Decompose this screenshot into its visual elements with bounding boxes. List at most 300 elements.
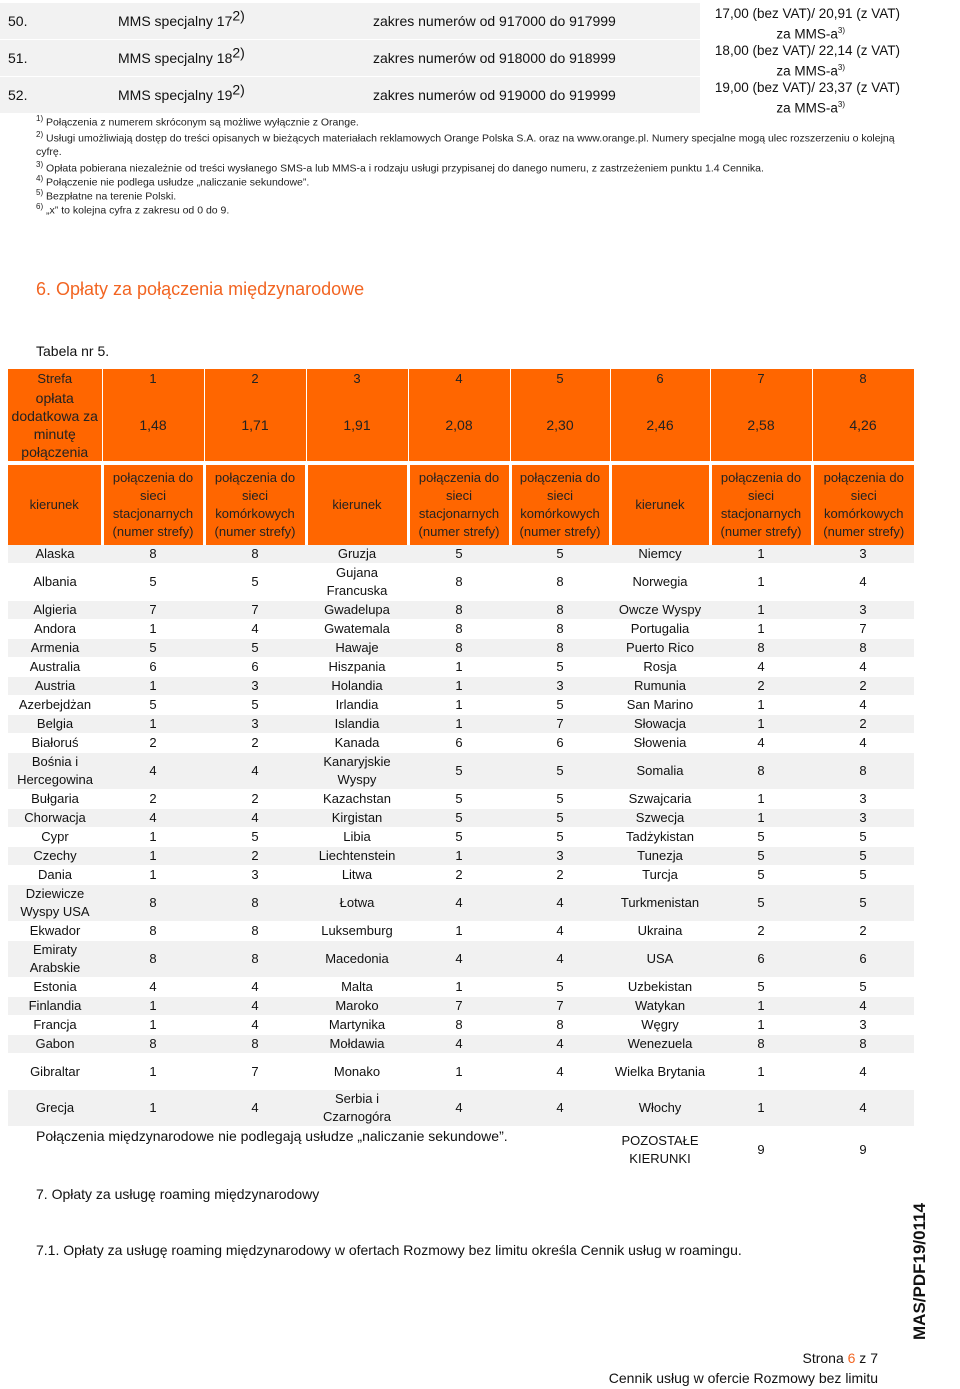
table-row [8, 997, 914, 1016]
country-cell: Litwa [306, 866, 408, 885]
mobile-zone-cell: 8 [204, 1035, 306, 1054]
table-row [8, 941, 914, 978]
country-cell: Wielka Brytania [610, 1054, 710, 1090]
landline-zone-cell: 1 [408, 677, 510, 696]
country-cell: Belgia [8, 715, 102, 734]
landline-zone-cell: 1 [710, 715, 812, 734]
zone-number: 7 [710, 369, 812, 389]
mobile-zone-cell: 4 [510, 1090, 610, 1127]
fee-row [8, 389, 914, 461]
landline-zone-cell: 1 [408, 978, 510, 997]
landline-zone-cell: 5 [408, 828, 510, 847]
landline-zone-cell: 1 [102, 677, 204, 696]
mobile-zone-cell: 5 [510, 809, 610, 828]
country-cell: Dziewicze Wyspy USA [8, 885, 102, 922]
table-row [8, 1090, 914, 1127]
footnote: $^{5)}$ Bezpłatne na terenie Polski. [36, 188, 177, 203]
landline-zone-cell: 5 [102, 639, 204, 658]
country-cell: Białoruś [8, 734, 102, 753]
country-cell: Kirgistan [306, 809, 408, 828]
mobile-zone-cell [510, 1127, 610, 1173]
table-row [8, 564, 914, 601]
mobile-zone-cell: 4 [812, 1090, 914, 1127]
country-cell: Alaska [8, 545, 102, 564]
country-cell: Holandia [306, 677, 408, 696]
mobile-zone-cell: 8 [812, 1035, 914, 1054]
country-cell: Gruzja [306, 545, 408, 564]
country-cell: Martynika [306, 1016, 408, 1035]
landline-zone-cell: 4 [710, 734, 812, 753]
landline-zone-cell: 7 [102, 601, 204, 620]
table-row [8, 885, 914, 922]
footnote: $^{4)}$ Połączenie nie podlega usłudze „naliczanie sekundowe”. [36, 174, 310, 189]
landline-zone-cell: 8 [102, 1035, 204, 1054]
mms-row [0, 77, 700, 113]
country-cell: Gwatemala [306, 620, 408, 639]
mobile-zone-cell: 8 [812, 753, 914, 790]
landline-zone-cell: 1 [102, 1054, 204, 1090]
country-cell: Bośnia i Hercegowina [8, 753, 102, 790]
mobile-zone-cell: 5 [510, 545, 610, 564]
mobile-zone-cell: 5 [510, 753, 610, 790]
landline-zone-cell: 6 [102, 658, 204, 677]
landline-zone-cell: 2 [408, 866, 510, 885]
country-cell: Luksemburg [306, 922, 408, 941]
landline-zone-cell: 9 [710, 1127, 812, 1173]
country-cell: Tunezja [610, 847, 710, 866]
mobile-zone-cell: 4 [812, 696, 914, 715]
table-row [8, 828, 914, 847]
country-cell: Chorwacja [8, 809, 102, 828]
landline-zone-cell: 1 [102, 997, 204, 1016]
country-cell: Serbia i Czarnogóra [306, 1090, 408, 1127]
landline-zone-cell: 4 [408, 941, 510, 978]
mobile-zone-cell: 2 [812, 922, 914, 941]
landline-zone-cell: 1 [710, 696, 812, 715]
landline-zone-cell: 5 [408, 790, 510, 809]
country-cell: Austria [8, 677, 102, 696]
mobile-zone-cell: 2 [204, 847, 306, 866]
country-cell: Australia [8, 658, 102, 677]
mobile-zone-cell: 3 [812, 1016, 914, 1035]
mobile-zone-cell: 4 [204, 1090, 306, 1127]
mobile-zone-cell: 5 [510, 828, 610, 847]
landline-zone-cell: 5 [408, 545, 510, 564]
mobile-zone-cell: 2 [204, 734, 306, 753]
mobile-zone-cell: 5 [812, 978, 914, 997]
table-row [8, 1016, 914, 1035]
country-cell: Bułgaria [8, 790, 102, 809]
country-cell: Wenezuela [610, 1035, 710, 1054]
country-cell: Azerbejdżan [8, 696, 102, 715]
table-row [8, 1035, 914, 1054]
mobile-zone-cell: 7 [204, 601, 306, 620]
mobile-zone-cell: 4 [812, 997, 914, 1016]
landline-zone-cell: 5 [710, 885, 812, 922]
mms-row [0, 3, 700, 39]
mobile-zone-cell: 4 [204, 1016, 306, 1035]
landline-zone-cell: 1 [408, 922, 510, 941]
landline-zone-cell: 8 [102, 941, 204, 978]
table-row [8, 922, 914, 941]
col-header-direction: kierunek [8, 465, 102, 545]
landline-zone-cell: 1 [102, 828, 204, 847]
mobile-zone-cell: 8 [812, 639, 914, 658]
col-header-direction: kierunek [306, 465, 408, 545]
country-cell: Finlandia [8, 997, 102, 1016]
country-cell: Maroko [306, 997, 408, 1016]
mobile-zone-cell: 8 [510, 639, 610, 658]
table-row [8, 639, 914, 658]
fee-value: 2,46 [610, 389, 710, 461]
fee-value: 1,48 [102, 389, 204, 461]
footnote: $^{6)}$ „x” to kolejna cyfra z zakresu od 0 do 9. [36, 202, 230, 217]
mobile-zone-cell: 3 [812, 601, 914, 620]
landline-zone-cell: 5 [102, 696, 204, 715]
footnote: $^{3)}$ Opłata pobierana niezależnie od treści wysłanego SMS-a lub MMS-a i rodzaju usługi przypisanej do danego numeru, z zastrzeżeniem punktu 1.4 Cennika. [36, 160, 764, 175]
mobile-zone-cell: 4 [812, 658, 914, 677]
country-cell: Libia [306, 828, 408, 847]
mobile-zone-cell: 4 [204, 753, 306, 790]
country-cell: Kanaryjskie Wyspy [306, 753, 408, 790]
landline-zone-cell: 1 [408, 847, 510, 866]
footnote: $^{2)}$ Usługi umożliwiają dostęp do treści opisanych w bieżących materiałach reklamowych Orange Polska S.A. oraz na www.orange.pl. Numery specjalne mogą ulec rozszerzeniu o kolejną cyfrę. [36, 130, 895, 158]
mobile-zone-cell: 7 [510, 997, 610, 1016]
landline-zone-cell: 1 [710, 790, 812, 809]
table-row [8, 620, 914, 639]
country-cell: Portugalia [610, 620, 710, 639]
country-cell: Owcze Wyspy [610, 601, 710, 620]
fee-value: 2,30 [510, 389, 610, 461]
country-cell: Hawaje [306, 639, 408, 658]
landline-zone-cell: 8 [710, 1035, 812, 1054]
landline-zone-cell: 8 [408, 620, 510, 639]
table-row [8, 753, 914, 790]
zone-number: 5 [510, 369, 610, 389]
mobile-zone-cell: 8 [204, 885, 306, 922]
country-cell: Gujana Francuska [306, 564, 408, 601]
mobile-zone-cell: 3 [510, 847, 610, 866]
landline-zone-cell: 1 [710, 997, 812, 1016]
mobile-zone-cell: 4 [812, 1054, 914, 1090]
country-cell: Szwecja [610, 809, 710, 828]
landline-zone-cell: 5 [408, 809, 510, 828]
col-header-direction: kierunek [610, 465, 710, 545]
zone-number: 2 [204, 369, 306, 389]
mobile-zone-cell: 7 [510, 715, 610, 734]
country-cell: Estonia [8, 978, 102, 997]
landline-zone-cell: 4 [710, 658, 812, 677]
mobile-zone-cell: 8 [204, 545, 306, 564]
mobile-zone-cell: 6 [510, 734, 610, 753]
country-cell: Irlandia [306, 696, 408, 715]
country-cell: Emiraty Arabskie [8, 941, 102, 978]
mobile-zone-cell: 5 [204, 564, 306, 601]
row-number: 52. [8, 87, 28, 103]
rates-body [8, 545, 914, 1173]
section-7-1-text: 7.1. Opłaty za usługę roaming międzynarodowy w ofertach Rozmowy bez limitu określa Cennik usług w roamingu. [36, 1242, 742, 1258]
landline-zone-cell: 1 [408, 658, 510, 677]
country-cell: Włochy [610, 1090, 710, 1127]
mobile-zone-cell: 8 [510, 564, 610, 601]
landline-zone-cell: 5 [408, 753, 510, 790]
landline-zone-cell: 1 [710, 601, 812, 620]
mms-row [0, 40, 700, 76]
country-cell: Armenia [8, 639, 102, 658]
mobile-zone-cell: 6 [204, 658, 306, 677]
mobile-zone-cell: 4 [204, 809, 306, 828]
country-cell: Algieria [8, 601, 102, 620]
landline-zone-cell: 1 [710, 809, 812, 828]
country-cell: Mołdawia [306, 1035, 408, 1054]
mobile-zone-cell: 9 [812, 1127, 914, 1173]
landline-zone-cell: 7 [408, 997, 510, 1016]
mobile-zone-cell: 5 [510, 696, 610, 715]
country-cell: Tadżykistan [610, 828, 710, 847]
mobile-zone-cell: 4 [204, 620, 306, 639]
country-cell: Rosja [610, 658, 710, 677]
landline-zone-cell: 1 [710, 620, 812, 639]
table-row [8, 601, 914, 620]
country-cell: Szwajcaria [610, 790, 710, 809]
mobile-zone-cell: 3 [812, 790, 914, 809]
zone-label: Strefa [8, 369, 102, 389]
country-cell: USA [610, 941, 710, 978]
mobile-zone-cell: 8 [510, 1016, 610, 1035]
country-cell: Czechy [8, 847, 102, 866]
mobile-zone-cell: 5 [510, 790, 610, 809]
price-cell: 17,00 (bez VAT)/ 20,91 (z VAT) za MMS-$a^{3)}$ [714, 6, 900, 42]
landline-zone-cell: 4 [408, 1035, 510, 1054]
landline-zone-cell: 1 [408, 715, 510, 734]
international-rates-table [8, 369, 915, 1173]
col-header-mobile: połączenia do sieci komórkowych (numer strefy) [204, 465, 306, 545]
mobile-zone-cell: 2 [510, 866, 610, 885]
zone-row [8, 369, 914, 389]
country-cell: Macedonia [306, 941, 408, 978]
mobile-zone-cell: 4 [510, 922, 610, 941]
landline-zone-cell: 8 [102, 922, 204, 941]
section-6-title: 6. Opłaty za połączenia międzynarodowe [36, 279, 365, 299]
fee-label: opłata dodatkowa za minutę połączenia [8, 389, 102, 461]
landline-zone-cell: 1 [102, 866, 204, 885]
landline-zone-cell: 8 [102, 545, 204, 564]
country-cell: Turcja [610, 866, 710, 885]
country-cell: Turkmenistan [610, 885, 710, 922]
landline-zone-cell: 1 [710, 1090, 812, 1127]
col-header-landline: połączenia do sieci stacjonarnych (numer strefy) [408, 465, 510, 545]
mobile-zone-cell: 3 [510, 677, 610, 696]
country-cell: Łotwa [306, 885, 408, 922]
mobile-zone-cell: 2 [812, 715, 914, 734]
landline-zone-cell: 4 [408, 885, 510, 922]
col-header-landline: połączenia do sieci stacjonarnych (numer strefy) [102, 465, 204, 545]
price-cell: 18,00 (bez VAT)/ 22,14 (z VAT) za MMS-$a^{3)}$ [714, 43, 900, 79]
col-header-mobile: połączenia do sieci komórkowych (numer strefy) [510, 465, 610, 545]
landline-zone-cell: 8 [408, 1016, 510, 1035]
country-cell: Watykan [610, 997, 710, 1016]
table-row [8, 715, 914, 734]
number-range: zakres numerów od 919000 do 919999 [373, 87, 616, 103]
table-row [8, 978, 914, 997]
service-name: MMS specjalny 182) [118, 44, 245, 66]
zone-number: 4 [408, 369, 510, 389]
country-cell: Słowenia [610, 734, 710, 753]
country-cell: Węgry [610, 1016, 710, 1035]
country-cell: Gabon [8, 1035, 102, 1054]
mobile-zone-cell: 4 [204, 978, 306, 997]
country-cell: Niemcy [610, 545, 710, 564]
landline-zone-cell: 4 [408, 1090, 510, 1127]
fee-value: 2,08 [408, 389, 510, 461]
landline-zone-cell: 8 [408, 564, 510, 601]
mobile-zone-cell: 4 [812, 564, 914, 601]
landline-zone-cell: 1 [408, 696, 510, 715]
landline-zone-cell: 1 [102, 1090, 204, 1127]
mobile-zone-cell: 7 [812, 620, 914, 639]
table-row [8, 658, 914, 677]
mobile-zone-cell: 5 [204, 639, 306, 658]
zone-number: 8 [812, 369, 914, 389]
zone-number: 6 [610, 369, 710, 389]
country-cell: Ekwador [8, 922, 102, 941]
landline-zone-cell: 4 [102, 809, 204, 828]
country-cell: Albania [8, 564, 102, 601]
mobile-zone-cell: 3 [204, 715, 306, 734]
mobile-zone-cell: 4 [812, 734, 914, 753]
fee-value: 2,58 [710, 389, 812, 461]
country-cell: Kazachstan [306, 790, 408, 809]
number-range: zakres numerów od 918000 do 918999 [373, 50, 616, 66]
country-cell: POZOSTAŁE KIERUNKI [610, 1127, 710, 1173]
landline-zone-cell: 8 [710, 639, 812, 658]
country-cell: Uzbekistan [610, 978, 710, 997]
landline-zone-cell: 4 [102, 978, 204, 997]
country-cell: Hiszpania [306, 658, 408, 677]
landline-zone-cell: 2 [102, 734, 204, 753]
landline-zone-cell: 1 [710, 564, 812, 601]
zone-number: 3 [306, 369, 408, 389]
mobile-zone-cell: 3 [812, 809, 914, 828]
country-cell: Malta [306, 978, 408, 997]
country-cell: Islandia [306, 715, 408, 734]
mobile-zone-cell: 8 [510, 601, 610, 620]
mobile-zone-cell: 5 [812, 847, 914, 866]
country-cell: Monako [306, 1054, 408, 1090]
number-range: zakres numerów od 917000 do 917999 [373, 13, 616, 29]
country-cell: Liechtenstein [306, 847, 408, 866]
landline-zone-cell: 2 [102, 790, 204, 809]
mobile-zone-cell: 6 [812, 941, 914, 978]
table-caption: Tabela nr 5. [36, 343, 110, 359]
mobile-zone-cell: 2 [812, 677, 914, 696]
landline-zone-cell: 1 [710, 1054, 812, 1090]
country-cell: Andora [8, 620, 102, 639]
mobile-zone-cell: 4 [204, 997, 306, 1016]
landline-zone-cell: 5 [102, 564, 204, 601]
country-cell: Somalia [610, 753, 710, 790]
landline-zone-cell: 1 [710, 545, 812, 564]
table-row [8, 790, 914, 809]
price-cell: 19,00 (bez VAT)/ 23,37 (z VAT) za MMS-$a^{3)}$ [714, 80, 900, 116]
country-cell: Cypr [8, 828, 102, 847]
country-cell: Grecja [8, 1090, 102, 1127]
country-cell: Rumunia [610, 677, 710, 696]
mobile-zone-cell: 4 [510, 941, 610, 978]
table-row [8, 1054, 914, 1090]
table-row [8, 677, 914, 696]
landline-zone-cell: 1 [710, 1016, 812, 1035]
landline-zone-cell: 1 [102, 847, 204, 866]
mobile-zone-cell: 3 [204, 677, 306, 696]
landline-zone-cell: 5 [710, 866, 812, 885]
service-name: MMS specjalny 192) [118, 81, 245, 103]
landline-zone-cell: 2 [710, 922, 812, 941]
landline-zone-cell: 6 [408, 734, 510, 753]
country-cell: Gibraltar [8, 1054, 102, 1090]
table-row [8, 866, 914, 885]
col-header-mobile: połączenia do sieci komórkowych (numer strefy) [812, 465, 914, 545]
mobile-zone-cell: 4 [510, 885, 610, 922]
landline-zone-cell: 8 [710, 753, 812, 790]
country-cell: Norwegia [610, 564, 710, 601]
section-7-title: 7. Opłaty za usługę roaming międzynarodowy [36, 1186, 320, 1202]
table-row [8, 545, 914, 564]
country-cell: Dania [8, 866, 102, 885]
service-name: MMS specjalny 172) [118, 7, 245, 29]
mobile-zone-cell: 5 [510, 658, 610, 677]
mobile-zone-cell: 8 [204, 922, 306, 941]
mobile-zone-cell: 5 [812, 885, 914, 922]
row-number: 50. [8, 13, 28, 29]
country-cell: Kanada [306, 734, 408, 753]
mobile-zone-cell: 8 [204, 941, 306, 978]
mobile-zone-cell: 2 [204, 790, 306, 809]
landline-zone-cell: 8 [102, 885, 204, 922]
landline-zone-cell: 4 [102, 753, 204, 790]
landline-zone-cell: 1 [102, 715, 204, 734]
mobile-zone-cell: 3 [812, 545, 914, 564]
mobile-zone-cell: 5 [812, 828, 914, 847]
page-number: Strona 6 z 7 [802, 1350, 878, 1366]
landline-zone-cell: 1 [408, 1054, 510, 1090]
mobile-zone-cell: 4 [510, 1035, 610, 1054]
table-row [8, 809, 914, 828]
landline-zone-cell: 1 [102, 1016, 204, 1035]
footnote: $^{1)}$ Połączenia z numerem skróconym są możliwe wyłącznie z Orange. [36, 114, 359, 129]
mobile-zone-cell: 5 [510, 978, 610, 997]
fee-value: 1,71 [204, 389, 306, 461]
mobile-zone-cell: 5 [204, 828, 306, 847]
landline-zone-cell: 2 [710, 677, 812, 696]
document-title: Cennik usług w ofercie Rozmowy bez limitu [608, 1370, 878, 1386]
table-row [8, 734, 914, 753]
mobile-zone-cell: 3 [204, 866, 306, 885]
country-cell: Puerto Rico [610, 639, 710, 658]
table-row [8, 696, 914, 715]
col-header-landline: połączenia do sieci stacjonarnych (numer strefy) [710, 465, 812, 545]
mobile-zone-cell: 5 [204, 696, 306, 715]
zone-number: 1 [102, 369, 204, 389]
country-cell: Słowacja [610, 715, 710, 734]
fee-value: 4,26 [812, 389, 914, 461]
country-cell: San Marino [610, 696, 710, 715]
country-cell: Ukraina [610, 922, 710, 941]
international-note: Połączenia międzynarodowe nie podlegają usłudze „naliczanie sekundowe”. [36, 1128, 508, 1144]
mobile-zone-cell: 5 [812, 866, 914, 885]
mobile-zone-cell: 4 [510, 1054, 610, 1090]
landline-zone-cell: 6 [710, 941, 812, 978]
